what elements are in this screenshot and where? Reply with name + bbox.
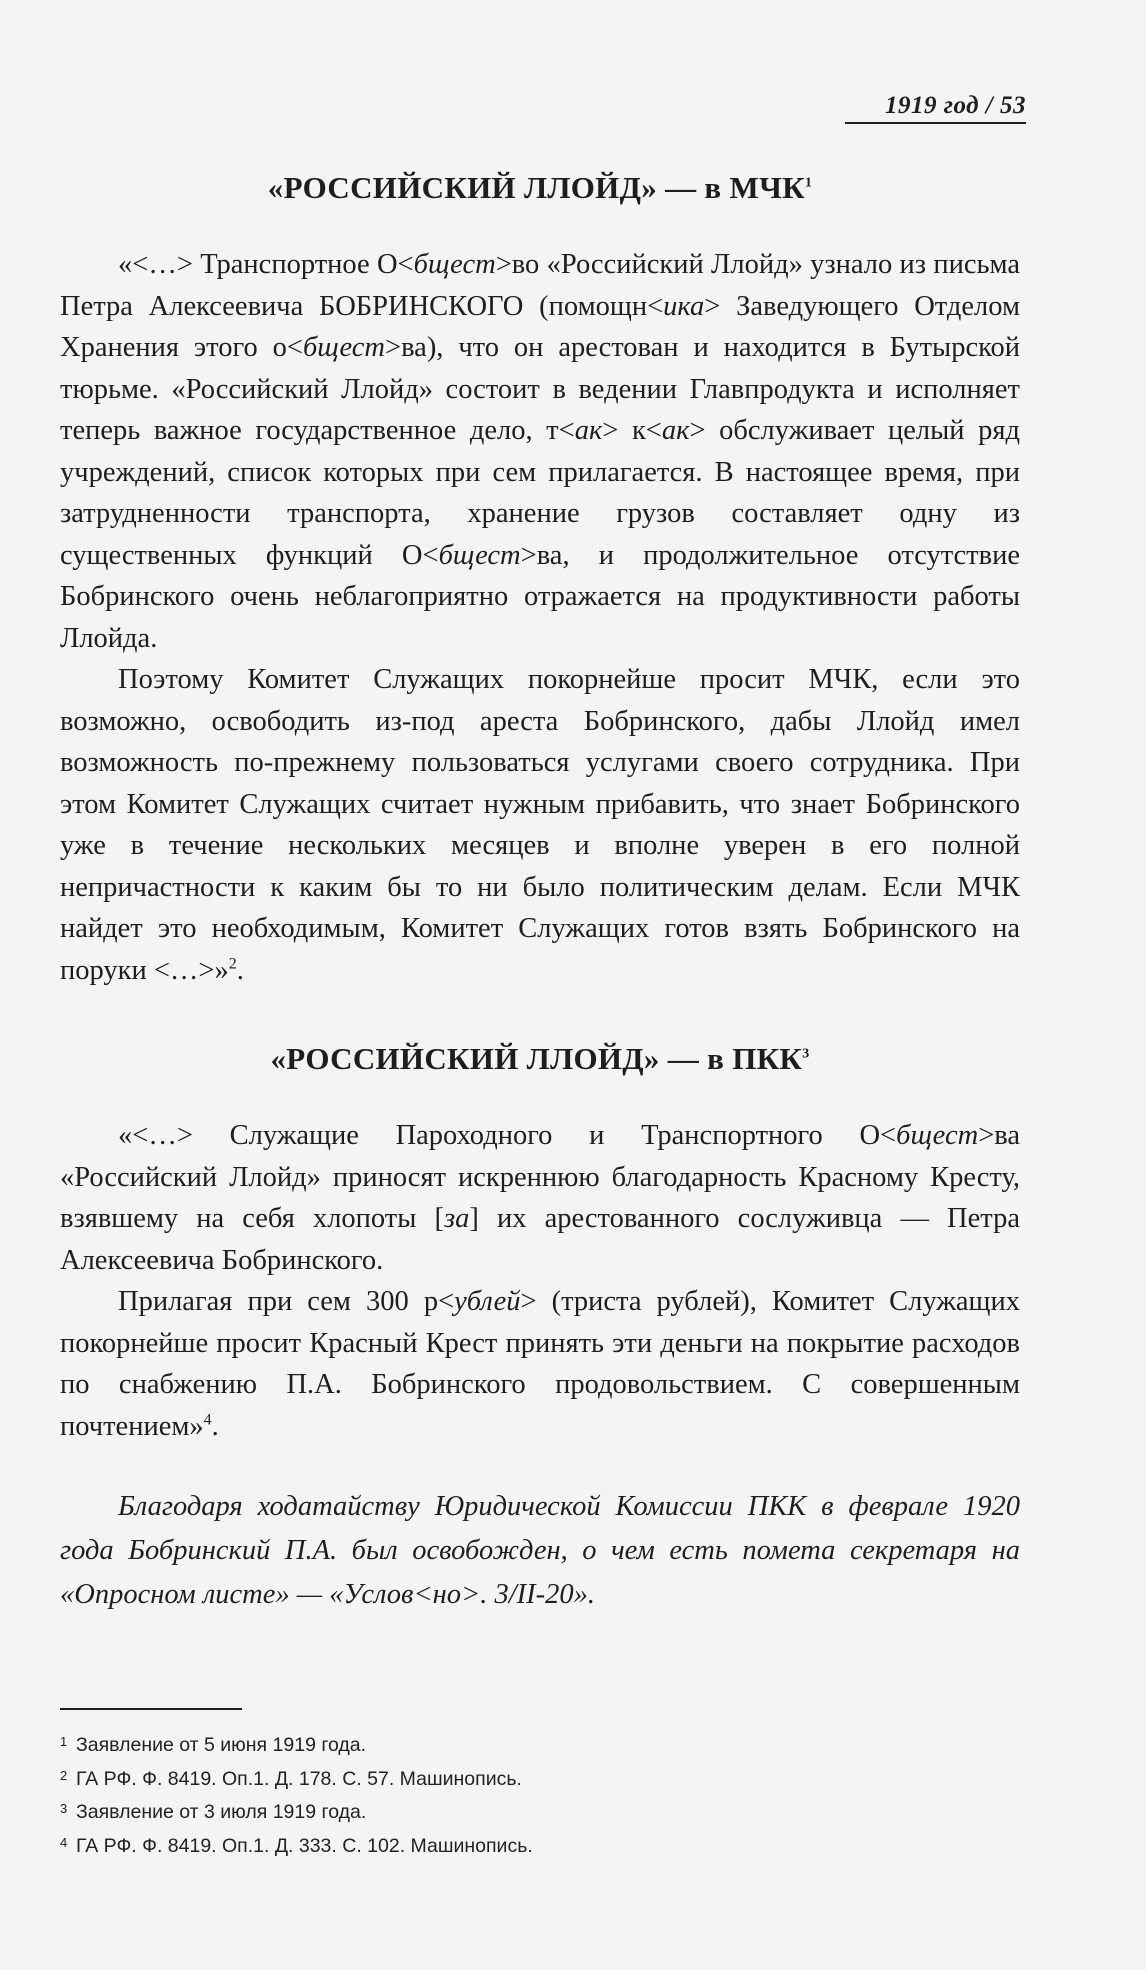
paragraph (60, 659, 1020, 991)
footnote (60, 1727, 960, 1761)
footnote (60, 1761, 960, 1795)
section-heading-pkk (60, 1041, 1020, 1077)
paragraph (60, 244, 1020, 659)
footnote-ref: 2 (228, 955, 237, 972)
text-span-italic: за (444, 1203, 470, 1234)
text-span: >. 3/II-20». (461, 1579, 596, 1610)
text-span: >во «Российский Ллойд» узнало из письма Петра Алексеевича БОБРИНСКОГО (помощн< (60, 249, 1020, 322)
text-span-italic: бщест (413, 249, 496, 280)
editorial-note (60, 1485, 1020, 1617)
text-span-italic: Благодаря ходатайству Юридической Комиссии ПКК в феврале 1920 года Бобринский П.А. был освобожден, о чем есть помета секретаря на «Опросном листе» — (60, 1491, 1020, 1610)
footnote-ref: 3 (802, 1046, 810, 1062)
text-span-italic: ак (661, 415, 690, 446)
footnote-ref: 1 (804, 175, 813, 191)
text-span-italic: ублей (454, 1286, 521, 1317)
text-span: «<…> Служащие Пароходного и Транспортного О< (118, 1120, 897, 1151)
text-span: «<…> Транспортное О< (118, 249, 414, 280)
footnote-number: 1 (60, 1734, 68, 1749)
text-span-italic: бщест (896, 1120, 979, 1151)
text-span: Прилагая при сем 300 р< (118, 1286, 455, 1317)
text-span: >ва, и продолжительное отсутствие Бобринского очень неблагоприятно отражается на продуктивности работы Ллойда. (60, 539, 1020, 654)
text-span: > обслуживает целый ряд учреждений, список которых при сем прилагается. В настоящее время, при затрудненности транспорта, хранение грузов составляет одну из существенных функций О< (60, 415, 1020, 571)
text-span-italic: бщест (302, 332, 386, 363)
footnote-ref: 4 (203, 1411, 212, 1428)
section-heading-mchk (60, 170, 1020, 206)
footnote-text: ГА РФ. Ф. 8419. Оп.1. Д. 333. С. 102. Машинопись. (76, 1834, 533, 1857)
text-span-italic: ика (663, 290, 705, 322)
footnote (60, 1794, 960, 1828)
footnote-number: 2 (60, 1767, 68, 1783)
text-span: . (236, 954, 244, 986)
running-head: 1919 год / 53 (845, 92, 1026, 124)
footnote-text: Заявление от 5 июня 1919 года. (76, 1734, 367, 1756)
text-span: ] их арестованного сослуживца — Петра Алексеевича Бобринского. (60, 1203, 1020, 1276)
footnote-divider (60, 1708, 242, 1710)
paragraph (60, 1281, 1020, 1447)
text-span: Поэтому Комитет Служащих покорнейше просит МЧК, если это возможно, освободить из-под ареста Бобринского, дабы Ллойд имел возможность по-прежнему пользоваться услугами своего сотрудника. При этом Комитет Служащих считает нужным прибавить, что знает Бобринского уже в течение нескольких месяцев и вполне уверен в его полной непричастности к каким бы то ни было политическим делам. Если МЧК найдет это необходимым, Комитет Служащих готов взять Бобринского на поруки <…>» (60, 664, 1020, 986)
text-span: > к< (602, 415, 662, 446)
footnotes (60, 1727, 960, 1861)
section-heading-text: «РОССИЙСКИЙ ЛЛОЙД» — в ПКК (270, 1041, 803, 1076)
text-span: . (211, 1410, 219, 1442)
text-span: > (триста рублей), Комитет Служащих покорнейше просит Красный Крест принять эти деньги на покрытие расходов по снабжению П.А. Бобринского продовольствием. С совершенным почтением» (60, 1286, 1020, 1442)
text-span-italic: ак (574, 415, 603, 446)
text-span: > Заведующего Отделом Хранения этого о< (60, 290, 1020, 363)
footnote-text: ГА РФ. Ф. 8419. Оп.1. Д. 178. С. 57. Машинопись. (76, 1767, 522, 1790)
page-content (60, 170, 1020, 1617)
text-span: >ва), что он арестован и находится в Бутырской тюрьме. «Российский Ллойд» состоит в ведении Главпродукта и исполняет теперь важное государственное дело, т< (60, 332, 1020, 446)
text-span: >ва «Российский Ллойд» приносят искреннюю благодарность Красному Кресту, взявшему на себя хлопоты [ (60, 1120, 1020, 1234)
paragraph (60, 1115, 1020, 1281)
text-span: «Услов< (329, 1579, 433, 1610)
text-span-italic: но (432, 1579, 462, 1610)
footnote (60, 1828, 960, 1862)
footnote-number: 3 (60, 1801, 68, 1816)
footnote-text: Заявление от 3 июля 1919 года. (76, 1801, 367, 1823)
text-span-italic: бщест (438, 539, 521, 571)
section-heading-text: «РОССИЙСКИЙ ЛЛОЙД» — в МЧК (267, 170, 805, 205)
footnote-number: 4 (60, 1834, 68, 1850)
